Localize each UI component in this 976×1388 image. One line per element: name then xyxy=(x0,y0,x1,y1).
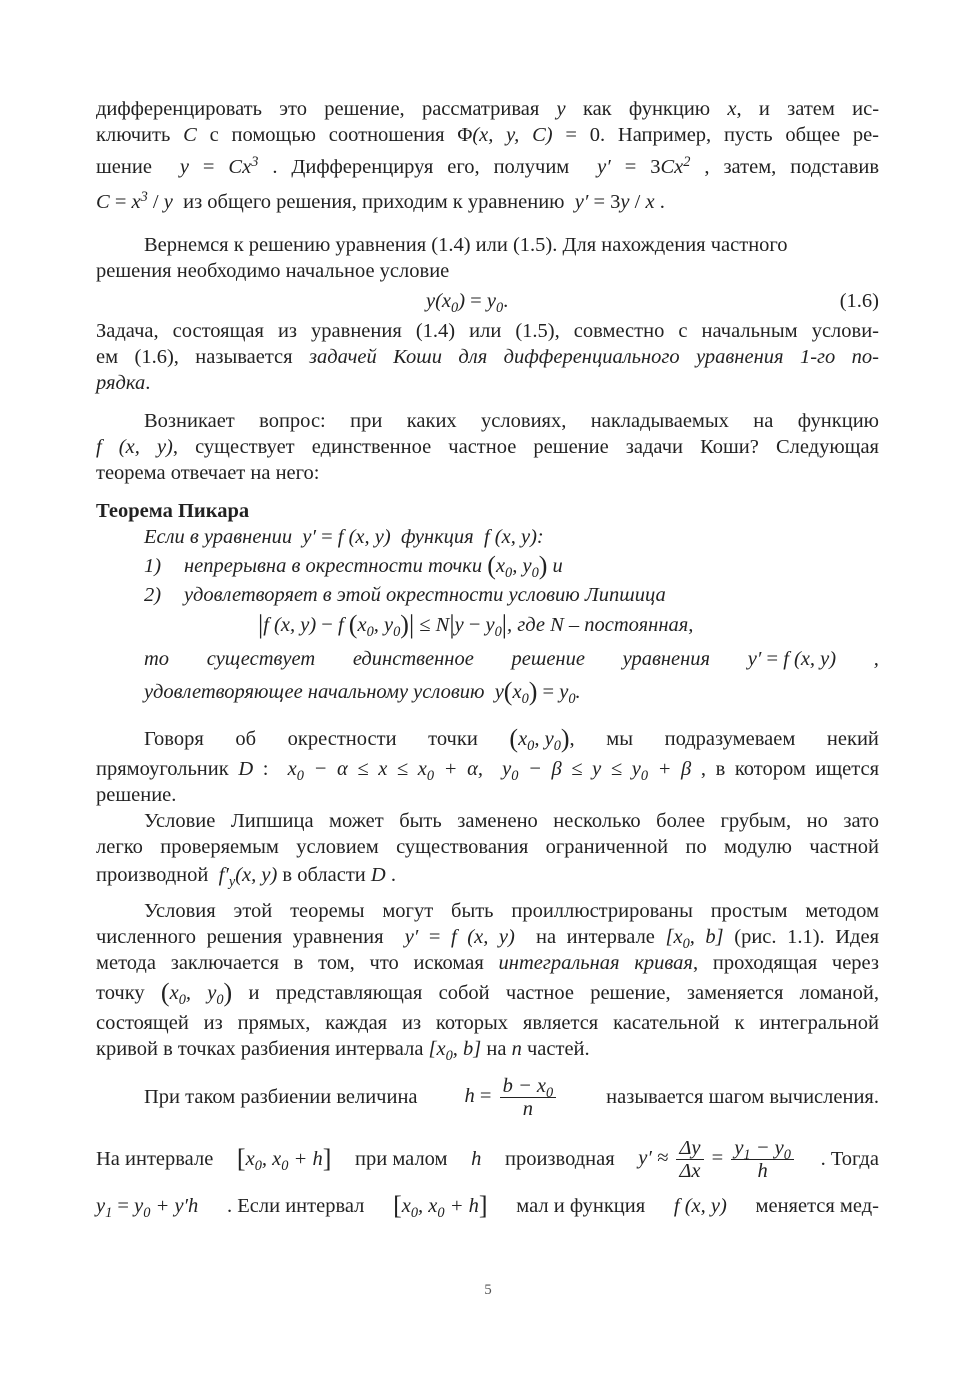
theorem-body: Если в уравнении y′ = f (x, y) функция f (x, y): 1) непрерывна в окрестности точки ($x_0$, $y_0$) и 2) удовлетворяет в этой окрестности условию Липшица |f (x, y) − f ($x_0$, $y_0)| \le N|y - y_0|$, где N – постоянная, то существует единственное решение уравнения y′ = f (x, y) , удовлетворяющее начальному условию $y(x_0) = y_0$. xyxy=(96,524,879,708)
theorem-condition-1: 1) непрерывна в окрестности точки ($x_0$, $y_0$) и xyxy=(144,551,563,581)
step-formula: h = $\frac{b - x_0}{n}$ xyxy=(465,1075,560,1120)
equation-1-6: $y(x_0) = y_0$. (1.6) xyxy=(96,284,879,318)
paragraph-6: Условие Липшица может быть заменено несколько более грубым, но зато легко проверяемым условием существования ограниченной по модулю частной производной $f'_y(x$, y) в области D . xyxy=(96,810,879,890)
paragraph-8: При таком разбиении величина h = $\frac{b - x_0}{n}$ называется шагом вычисления. xyxy=(144,1074,879,1120)
page-body xyxy=(96,96,879,1224)
theorem-picard xyxy=(96,498,879,708)
theorem-title: Теорема Пикара xyxy=(96,500,250,522)
page-number: 5 xyxy=(484,1282,492,1298)
paragraph-4: Возникает вопрос: при каких условиях, накладываемых на функцию f (x, y), существует единственное частное решение задачи Коши? Следующая теорема отвечает на него: xyxy=(96,410,879,484)
paragraph-5: Говоря об окрестности точки ($x_0$, $y_0$), мы подразумеваем некий прямоугольник D : $x_0 - \alpha \le x \le x_0 + \alpha$, $y_0 - \beta \le y \le y_0 + \beta$ , в котором ищется решение. xyxy=(96,724,880,806)
paragraph-1: дифференцировать это решение, рассматривая y как функцию x, и затем ис- ключить C с помощью соотношения Φ(x, y, C) = 0. Например, пусть общее ре- шение $y = Cx^3$ . Дифференцируя его, получим $y' = 3Cx^2$ , затем, подставив $C = x^3 / y$ из общего решения, приходим к уравнению y′ = 3y / x . xyxy=(96,98,880,213)
lipschitz-condition: |f (x, y) − f ($x_0$, $y_0)| \le N|y - y_0|$, где N – постоянная, xyxy=(258,610,694,640)
derivative-approx: y′ ≈ $\frac{\Delta y}{\Delta x}$ = $\frac{y_1 - y_0}{h}$ xyxy=(638,1137,797,1182)
paragraph-9: На интервале [$x_0$, $x_0 + h$] при малом h производная y′ ≈ $\frac{\Delta y}{\Delta x}$ = $\frac{y_1 - y_0}{h}$ . Тогда $y_1 = y_0 + y'h$ . Если интервал [$x_0$, $x_0 + h$] мал и функция f (x, y) меняется мед- xyxy=(96,1136,879,1221)
equation-number: (1.6) xyxy=(839,290,879,312)
paragraph-7: Условия этой теоремы могут быть проиллюстрированы простым методом численного решения уравнения y′ = f (x, y) на интервале [$x_0$, b] (рис. 1.1). Идея метода заключается в том, что искомая интегральная кривая, проходящая через точку ($x_0$, $y_0$) и представляющая собой частное решение, заменяется ломаной, состоящей из прямых, каждая из которых является касательной к интегральной кривой в точках разбиения интервала [$x_0$, b] на n частей. xyxy=(96,900,880,1064)
theorem-condition-2: 2) удовлетворяет в этой окрестности условию Липшица xyxy=(144,584,666,606)
paragraph-2: Вернемся к решению уравнения (1.4) или (1.5). Для нахождения частного решения необходимо начальное условие $y(x_0) = y_0$. (1.6) xyxy=(96,234,879,316)
paragraph-3: Задача, состоящая из уравнения (1.4) или (1.5), совместно с начальным услови- ем (1.6), называется задачей Коши для дифференциального уравнения 1-го по- рядка. xyxy=(96,320,880,394)
